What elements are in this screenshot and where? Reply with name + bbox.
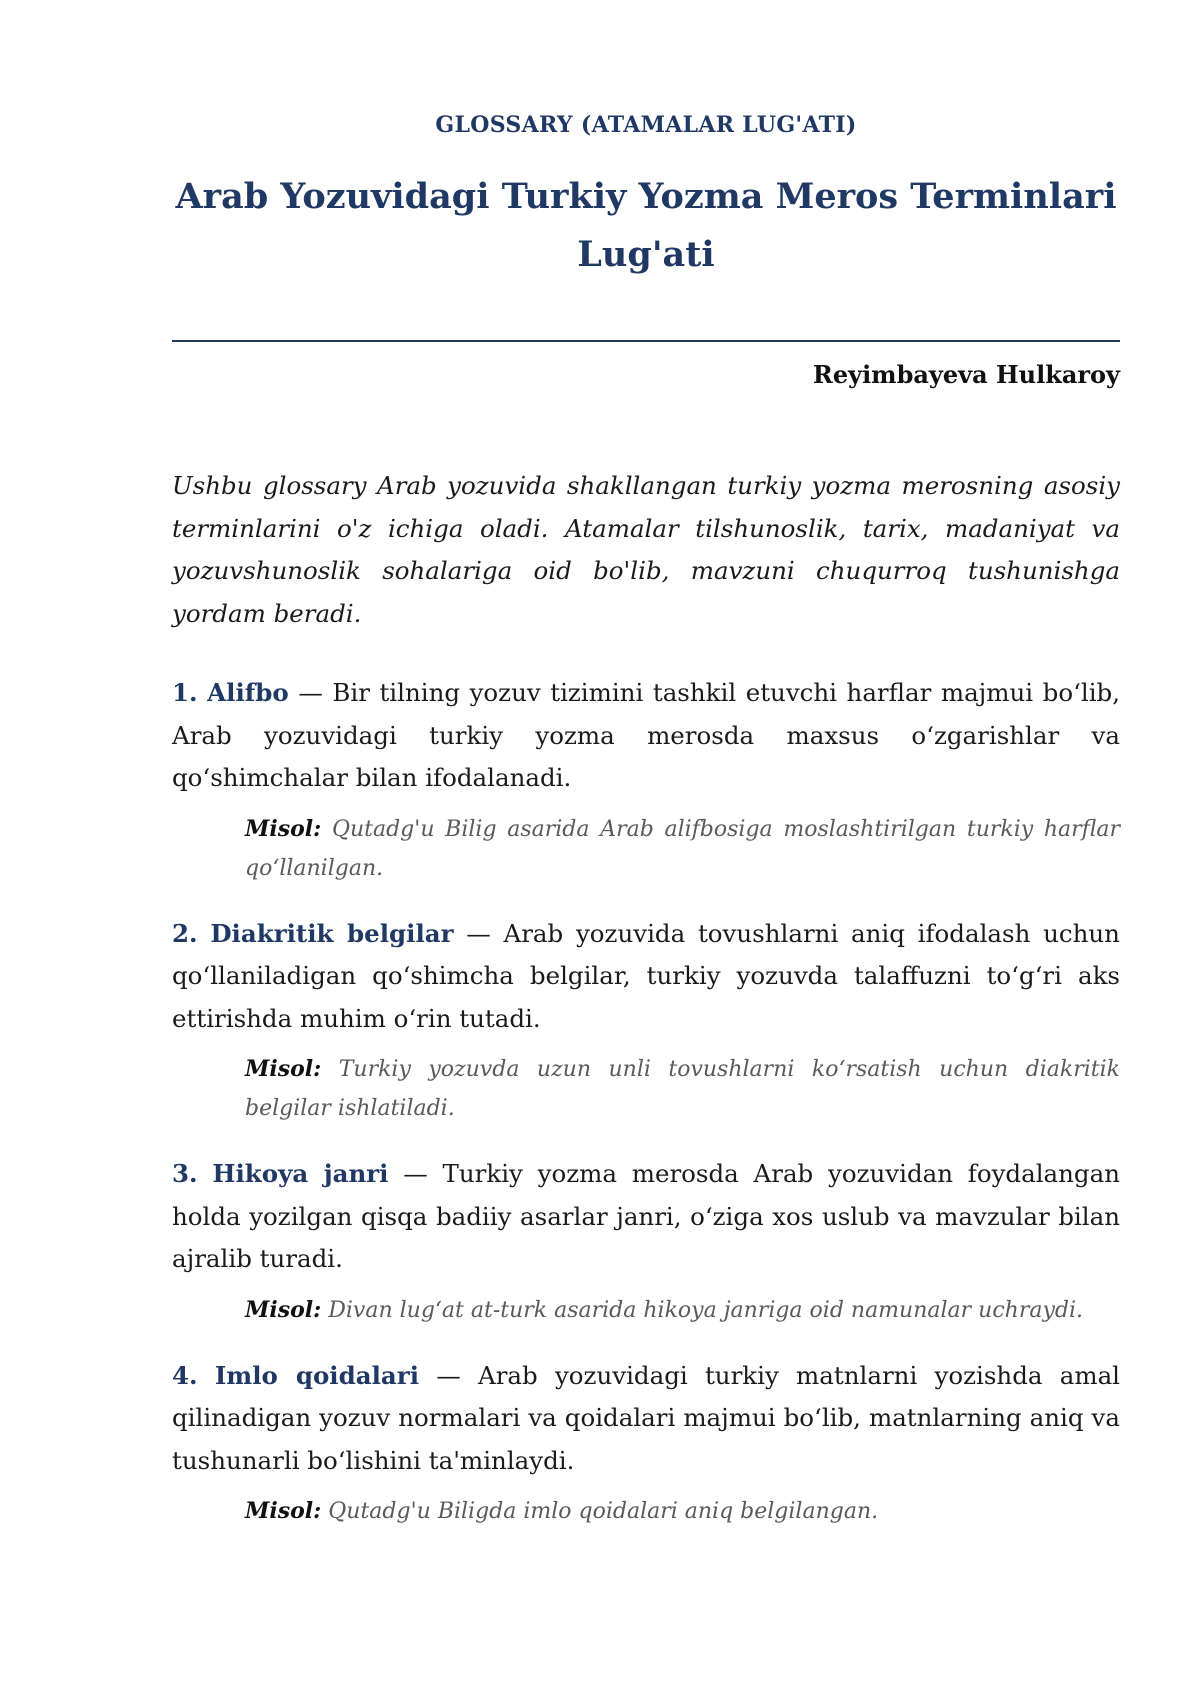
example-text: Divan lug‘at at-turk asarida hikoya janriga oid namunalar uchraydi. bbox=[328, 1297, 1083, 1323]
document-kicker: GLOSSARY (ATAMALAR LUG'ATI) bbox=[435, 112, 857, 138]
author-name: Reyimbayeva Hulkaroy bbox=[812, 360, 1120, 389]
entry-example bbox=[245, 1050, 1120, 1128]
glossary-list bbox=[172, 672, 1120, 1556]
em-dash: — bbox=[403, 1159, 428, 1188]
glossary-entry bbox=[172, 913, 1120, 1129]
entry-number: 2. bbox=[172, 918, 198, 948]
em-dash: — bbox=[298, 678, 323, 707]
example-text: Qutadg'u Biligda imlo qoidalari aniq belgilangan. bbox=[328, 1499, 879, 1524]
entry-definition: Bir tilning yozuv tizimini tashkil etuvchi harflar majmui bo‘lib, Arab yozuvidagi turkiy yozma merosda maxsus o‘zgarishlar va qo‘shimchalar bilan ifodalanadi. bbox=[172, 678, 1121, 792]
entry-term: Imlo qoidalari bbox=[214, 1360, 420, 1390]
entry-example bbox=[245, 810, 1120, 888]
example-text: Turkiy yozuvda uzun unli tovushlarni ko‘rsatish uchun diakritik belgilar ishlatiladi. bbox=[245, 1057, 1120, 1121]
glossary-entry bbox=[172, 1153, 1120, 1330]
entry-example bbox=[245, 1291, 1120, 1330]
example-text: Qutadg'u Bilig asarida Arab alifbosiga moslashtirilgan turkiy harflar qo‘llanilgan. bbox=[245, 816, 1120, 881]
entry-definition-paragraph bbox=[172, 1355, 1120, 1483]
entry-number: 4. bbox=[172, 1360, 198, 1390]
entry-term: Hikoya janri bbox=[212, 1159, 389, 1188]
example-label: Misol: bbox=[245, 815, 322, 842]
title-divider bbox=[172, 340, 1120, 342]
entry-term: Alifbo bbox=[207, 678, 289, 707]
glossary-entry bbox=[172, 1355, 1120, 1532]
entry-definition-paragraph bbox=[172, 1153, 1120, 1281]
entry-definition: Arab yozuvidagi turkiy matnlarni yozishda amal qilinadigan yozuv normalari va qoidalari majmui bo‘lib, matnlarning aniq va tushunarli bo‘lishini ta'minlaydi. bbox=[172, 1360, 1121, 1475]
example-label: Misol: bbox=[245, 1498, 322, 1524]
glossary-entry bbox=[172, 672, 1120, 888]
em-dash: — bbox=[436, 1360, 461, 1390]
entry-definition-paragraph bbox=[172, 913, 1120, 1041]
entry-number: 3. bbox=[172, 1159, 198, 1188]
em-dash: — bbox=[466, 918, 491, 948]
entry-example bbox=[245, 1492, 1120, 1531]
entry-definition: Turkiy yozma merosda Arab yozuvidan foydalangan holda yozilgan qisqa badiiy asarlar janri, o‘ziga xos uslub va mavzular bilan ajralib turadi. bbox=[172, 1159, 1121, 1273]
example-label: Misol: bbox=[245, 1296, 322, 1323]
document-title: Arab Yozuvidagi Turkiy Yozma Meros Terminlari Lug'ati bbox=[175, 176, 1117, 275]
entry-term: Diakritik belgilar bbox=[210, 918, 454, 948]
example-label: Misol: bbox=[245, 1056, 322, 1082]
entry-definition: Arab yozuvida tovushlarni aniq ifodalash uchun qo‘llaniladigan qo‘shimcha belgilar, turkiy yozuvda talaffuzni to‘g‘ri aks ettirishda muhim o‘rin tutadi. bbox=[172, 918, 1120, 1033]
entry-definition-paragraph bbox=[172, 672, 1120, 800]
entry-number: 1. bbox=[172, 678, 198, 707]
intro-paragraph: Ushbu glossary Arab yozuvida shakllangan turkiy yozma merosning asosiy terminlarini o'z ichiga oladi. Atamalar tilshunoslik, tarix, madaniyat va yozuvshunoslik sohalariga oid bo'lib, mavzuni chuqurroq tushunishga yordam beradi. bbox=[172, 471, 1120, 628]
